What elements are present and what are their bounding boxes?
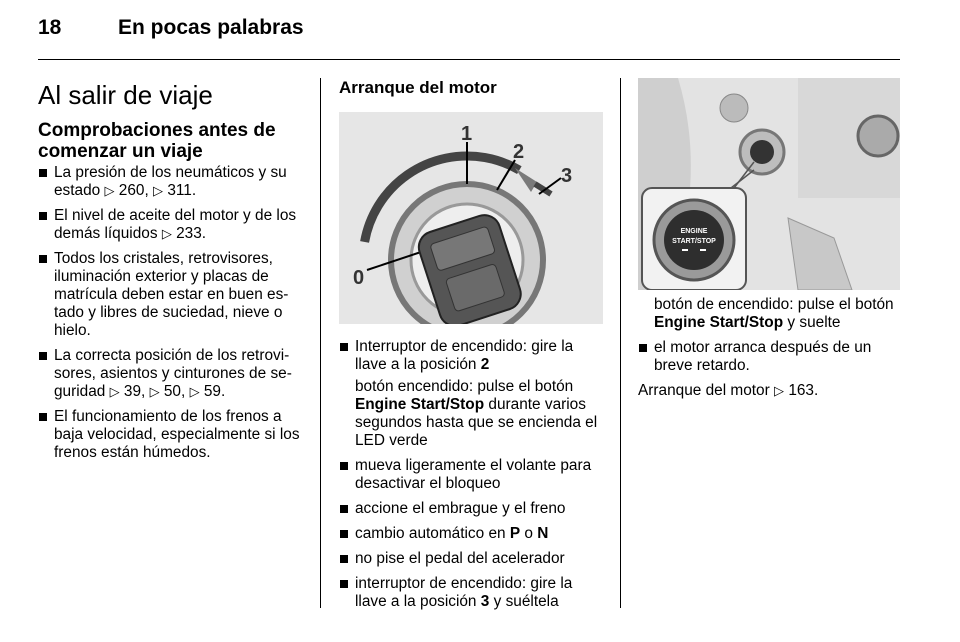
list-item: La correcta posición de los retrovisores, asientos y cinturones de seguridad ▷ 39, ▷ 50, ▷ 59. (38, 347, 306, 401)
list-item-text: La correcta posición de los retrovisores, asientos y cinturones de seguridad (54, 347, 292, 400)
page-ref-link[interactable]: ▷ 311 (153, 182, 192, 199)
page-ref-link[interactable]: ▷ 260 (104, 182, 145, 199)
subsection-heading: Comprobaciones antes de comenzar un viaje (38, 120, 276, 162)
position-label-3: 3 (561, 165, 573, 187)
position-label-1: 1 (461, 123, 473, 145)
column-start-button (638, 78, 902, 400)
section-heading: Al salir de viaje (38, 80, 213, 110)
ref-arrow-icon: ▷ (109, 384, 120, 399)
ignition-key-illustration (339, 112, 603, 324)
start-result (638, 339, 902, 375)
list-item: El nivel de aceite del motor y de los demás líquidos ▷ 233. (38, 207, 306, 243)
page-ref-link[interactable]: ▷ 233 (161, 225, 202, 242)
column-engine-start (339, 78, 605, 618)
header-rule (38, 59, 900, 60)
list-item (38, 250, 306, 340)
list-item-note: botón encendido: pulse el botón Engine Start/Stop durante varios segundos hasta que se encienda el LED verde (355, 378, 598, 449)
list-item-text: El funcionamiento de los frenos a baja velocidad, especialmente si los frenos están húmedos. (54, 408, 300, 461)
column-divider-1 (320, 78, 321, 608)
list-item-note: botón de encendido: pulse el botón Engine Start/Stop y suelte (654, 296, 894, 331)
engine-label: ENGINE (680, 228, 708, 235)
list-item: el motor arranca después de un breve retardo. (638, 339, 902, 375)
list-item: La presión de los neumáticos y su estado ▷ 260, ▷ 311. (38, 164, 306, 200)
list-item-text: El nivel de aceite del motor y de los demás líquidos (54, 207, 297, 242)
list-item: no pise el pedal del acelerador (339, 550, 605, 568)
cross-reference: Arranque del motor ▷ 163. (638, 382, 819, 399)
start-steps-cont (339, 457, 605, 611)
page-number: 18 (38, 16, 62, 39)
page-ref-link[interactable]: ▷ 50 (149, 383, 181, 400)
section-heading: Arranque del motor (339, 78, 497, 97)
column-checks (38, 78, 306, 469)
column-divider-2 (620, 78, 621, 608)
ignition-key-figure (339, 112, 603, 324)
ref-arrow-icon: ▷ (104, 183, 115, 198)
start-stop-button-illustration (638, 78, 900, 290)
start-stop-button-figure (638, 78, 900, 290)
ref-arrow-icon: ▷ (161, 226, 172, 241)
checklist (38, 164, 306, 462)
start-stop-label: START/STOP (672, 238, 716, 245)
list-item (38, 408, 306, 462)
list-item: mueva ligeramente el volante para desactivar el bloqueo (339, 457, 605, 493)
list-item: Interruptor de encendido: gire la llave a la posición 2 (339, 338, 605, 374)
page-ref-link[interactable]: ▷ 163 (774, 382, 814, 399)
list-item-text: La presión de los neumáticos y su estado (54, 164, 287, 199)
start-steps (339, 338, 605, 374)
page-title: En pocas palabras (118, 16, 304, 39)
ref-arrow-icon: ▷ (189, 384, 200, 399)
position-label-2: 2 (513, 141, 525, 163)
list-item: cambio automático en P o N (339, 525, 605, 543)
ref-arrow-icon: ▷ (774, 383, 785, 398)
ref-arrow-icon: ▷ (149, 384, 160, 399)
list-item: interruptor de encendido: gire la llave a la posición 3 y suéltela (339, 575, 605, 611)
list-item-text: Todos los cristales, retrovisores, iluminación exterior y placas de matrícula deben estar en buen estado y libres de suciedad, nieve o hielo. (54, 250, 289, 339)
page-ref-link[interactable]: ▷ 59 (189, 383, 221, 400)
list-item: accione el embrague y el freno (339, 500, 605, 518)
ref-arrow-icon: ▷ (153, 183, 164, 198)
page-ref-link[interactable]: ▷ 39 (109, 383, 142, 400)
position-label-0: 0 (353, 267, 365, 289)
